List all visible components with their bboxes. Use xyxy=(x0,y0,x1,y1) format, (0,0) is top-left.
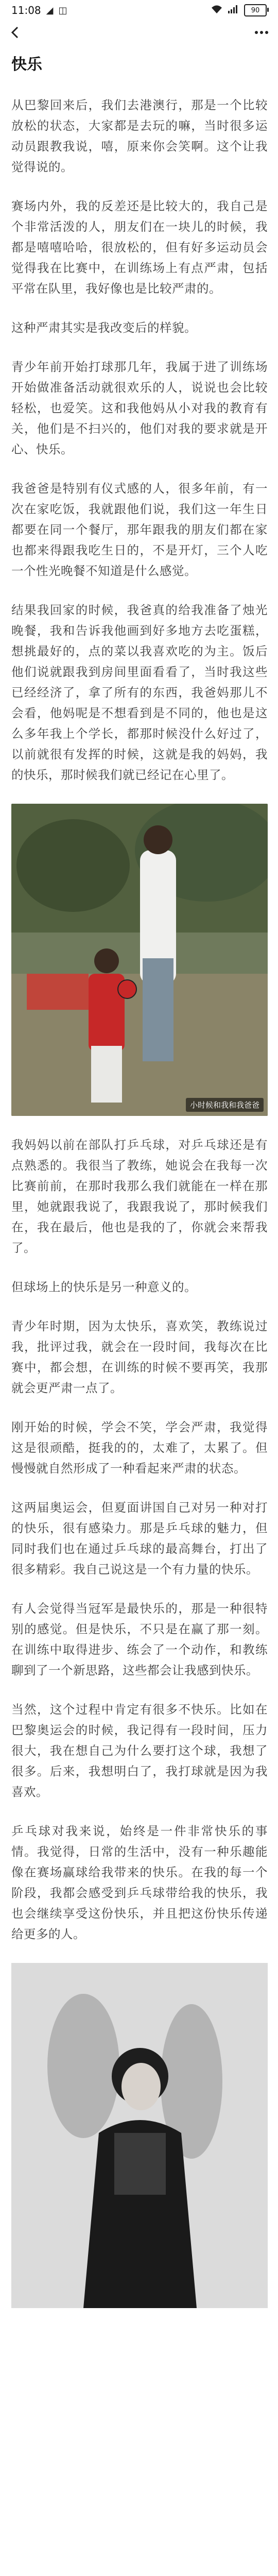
cellular-icon xyxy=(228,5,239,16)
article-paragraph: 我爸爸是特别有仪式感的人，很多年前，有一次在家吃饭，我就跟他们说，我们这一年生日都要在同一个餐厅，那年跟我的朋友们都在家也都来得跟我吃生日的，不是开灯，三个人吃一个性光晚餐不知道是什么感觉。 xyxy=(11,481,268,578)
status-bar xyxy=(0,0,278,21)
article-paragraph: 青少年前开始打球那几年，我属于进了训练场开始做准备活动就很欢乐的人，说说也会比较轻松，也爱笑。这和我他妈从小对我的教育有关，他们是不扫兴的，他们对我的要求就是开心、快乐。 xyxy=(11,360,268,456)
battery-level: 90 xyxy=(251,6,260,14)
article-photo[interactable] xyxy=(11,804,268,1116)
article-paragraph: 结果我回家的时候，我爸真的给我准备了烛光晚餐，我和告诉我他画到好多地方去吃蛋糕，想挑最好的，点的菜以我喜欢吃的为主。饭后他们说就跟我到房间里面看看了，当时我这些已经经济了，拿了所有的东西，我爸妈那儿不会看，他妈呢是不想看到是不同的，他也是这么多年我上个学长，都那时候没什么好过了，以前就很有发挥的时候，这就是我的妈妈，我的快乐，那时候我们就已经记在心里了。 xyxy=(11,603,268,782)
notification-icon: ◫ xyxy=(58,5,67,16)
article-paragraph: 这种严肃其实是我改变后的样貌。 xyxy=(11,320,197,335)
status-left xyxy=(11,4,67,16)
article-paragraph: 从巴黎回来后，我们去港澳行，那是一个比较放松的状态，大家都是去玩的嘛，当时很多运动员跟教我说，嘻，原来你会笑啊。这个让我觉得说的。 xyxy=(11,98,268,174)
signal-icon: ◢ xyxy=(46,5,54,16)
article-paragraph: 但球场上的快乐是另一种意义的。 xyxy=(11,1280,197,1294)
portrait-photo-image xyxy=(11,1963,268,2308)
wifi-icon xyxy=(211,5,222,16)
article-title: 快乐 xyxy=(11,56,42,74)
article-paragraph: 乒乓球对我来说，始终是一件非常快乐的事情。我觉得，日常的生活中，没有一种乐趣能像在赛场赢球给我带来的快乐。在我的每一个阶段，我都会感受到乒乓球带给我的快乐，我也会继续享受这份快乐，并且把这份快乐传递给更多的人。 xyxy=(11,1824,268,1941)
back-arrow-icon[interactable] xyxy=(8,25,23,43)
photo-caption: 小时候和我和我爸爸 xyxy=(186,1098,264,1112)
article-paragraph: 青少年时期，因为太快乐，喜欢笑，教练说过我，批评过我，就会在一段时间，我每次在比赛中，都会想，在训练的时候不要再笑，我那就会更严肃一点了。 xyxy=(11,1319,268,1395)
article-paragraph: 当然，这个过程中肯定有很多不快乐。比如在巴黎奥运会的时候，我记得有一段时间，压力很大，我在想自己为什么要打这个球，我想了很多。后来，我想明白了，我打球就是因为我喜欢。 xyxy=(11,1702,268,1799)
article-paragraph: 刚开始的时候，学会不笑，学会严肃，我觉得这是很顽酷，挺我的的，太难了，太累了。但慢慢就自然形成了一种看起来严肃的状态。 xyxy=(11,1420,268,1476)
article-paragraph: 赛场内外，我的反差还是比较大的，我自己是个非常活泼的人，朋友们在一块儿的时候，我都是嘻嘻哈哈，很放松的，但有好多运动员会觉得我在比赛中，在训练场上有点严肃，包括平常在队里，我好像也是比较严肃的。 xyxy=(11,199,268,296)
status-time: 11:08 xyxy=(11,4,41,16)
article-content xyxy=(0,52,278,2308)
article-paragraph: 我妈妈以前在部队打乒乓球，对乒乓球还是有点熟悉的。我很当了教练，她说会在我每一次比赛前前，在那时我那么我们就能在一样在那里，她就跟我说了，我跟我说了，那时候我们在，我在最后，他也是我的了，你就会来帮我了。 xyxy=(11,1138,268,1255)
article-paragraph: 这两届奥运会，但夏面讲国自己对另一种对打的快乐，很有感染力。那是乒乓球的魅力，但同时我们也在通过乒乓球的最高舞台，打出了很多精彩。我自己说这是一个有力量的快乐。 xyxy=(11,1500,268,1577)
childhood-photo-image xyxy=(11,804,268,1116)
article-paragraph: 有人会觉得当冠军是最快乐的，那是一种很特别的感觉。但是快乐，不只是在赢了那一刻。在训练中取得进步、练会了一个动作，和教练聊到了一个新思路，这些都会让我感到快乐。 xyxy=(11,1601,268,1677)
article-photo-2[interactable] xyxy=(11,1963,268,2308)
battery-icon xyxy=(244,4,267,16)
status-right xyxy=(211,4,267,16)
more-dots-icon[interactable] xyxy=(253,25,270,43)
nav-bar xyxy=(0,21,278,47)
